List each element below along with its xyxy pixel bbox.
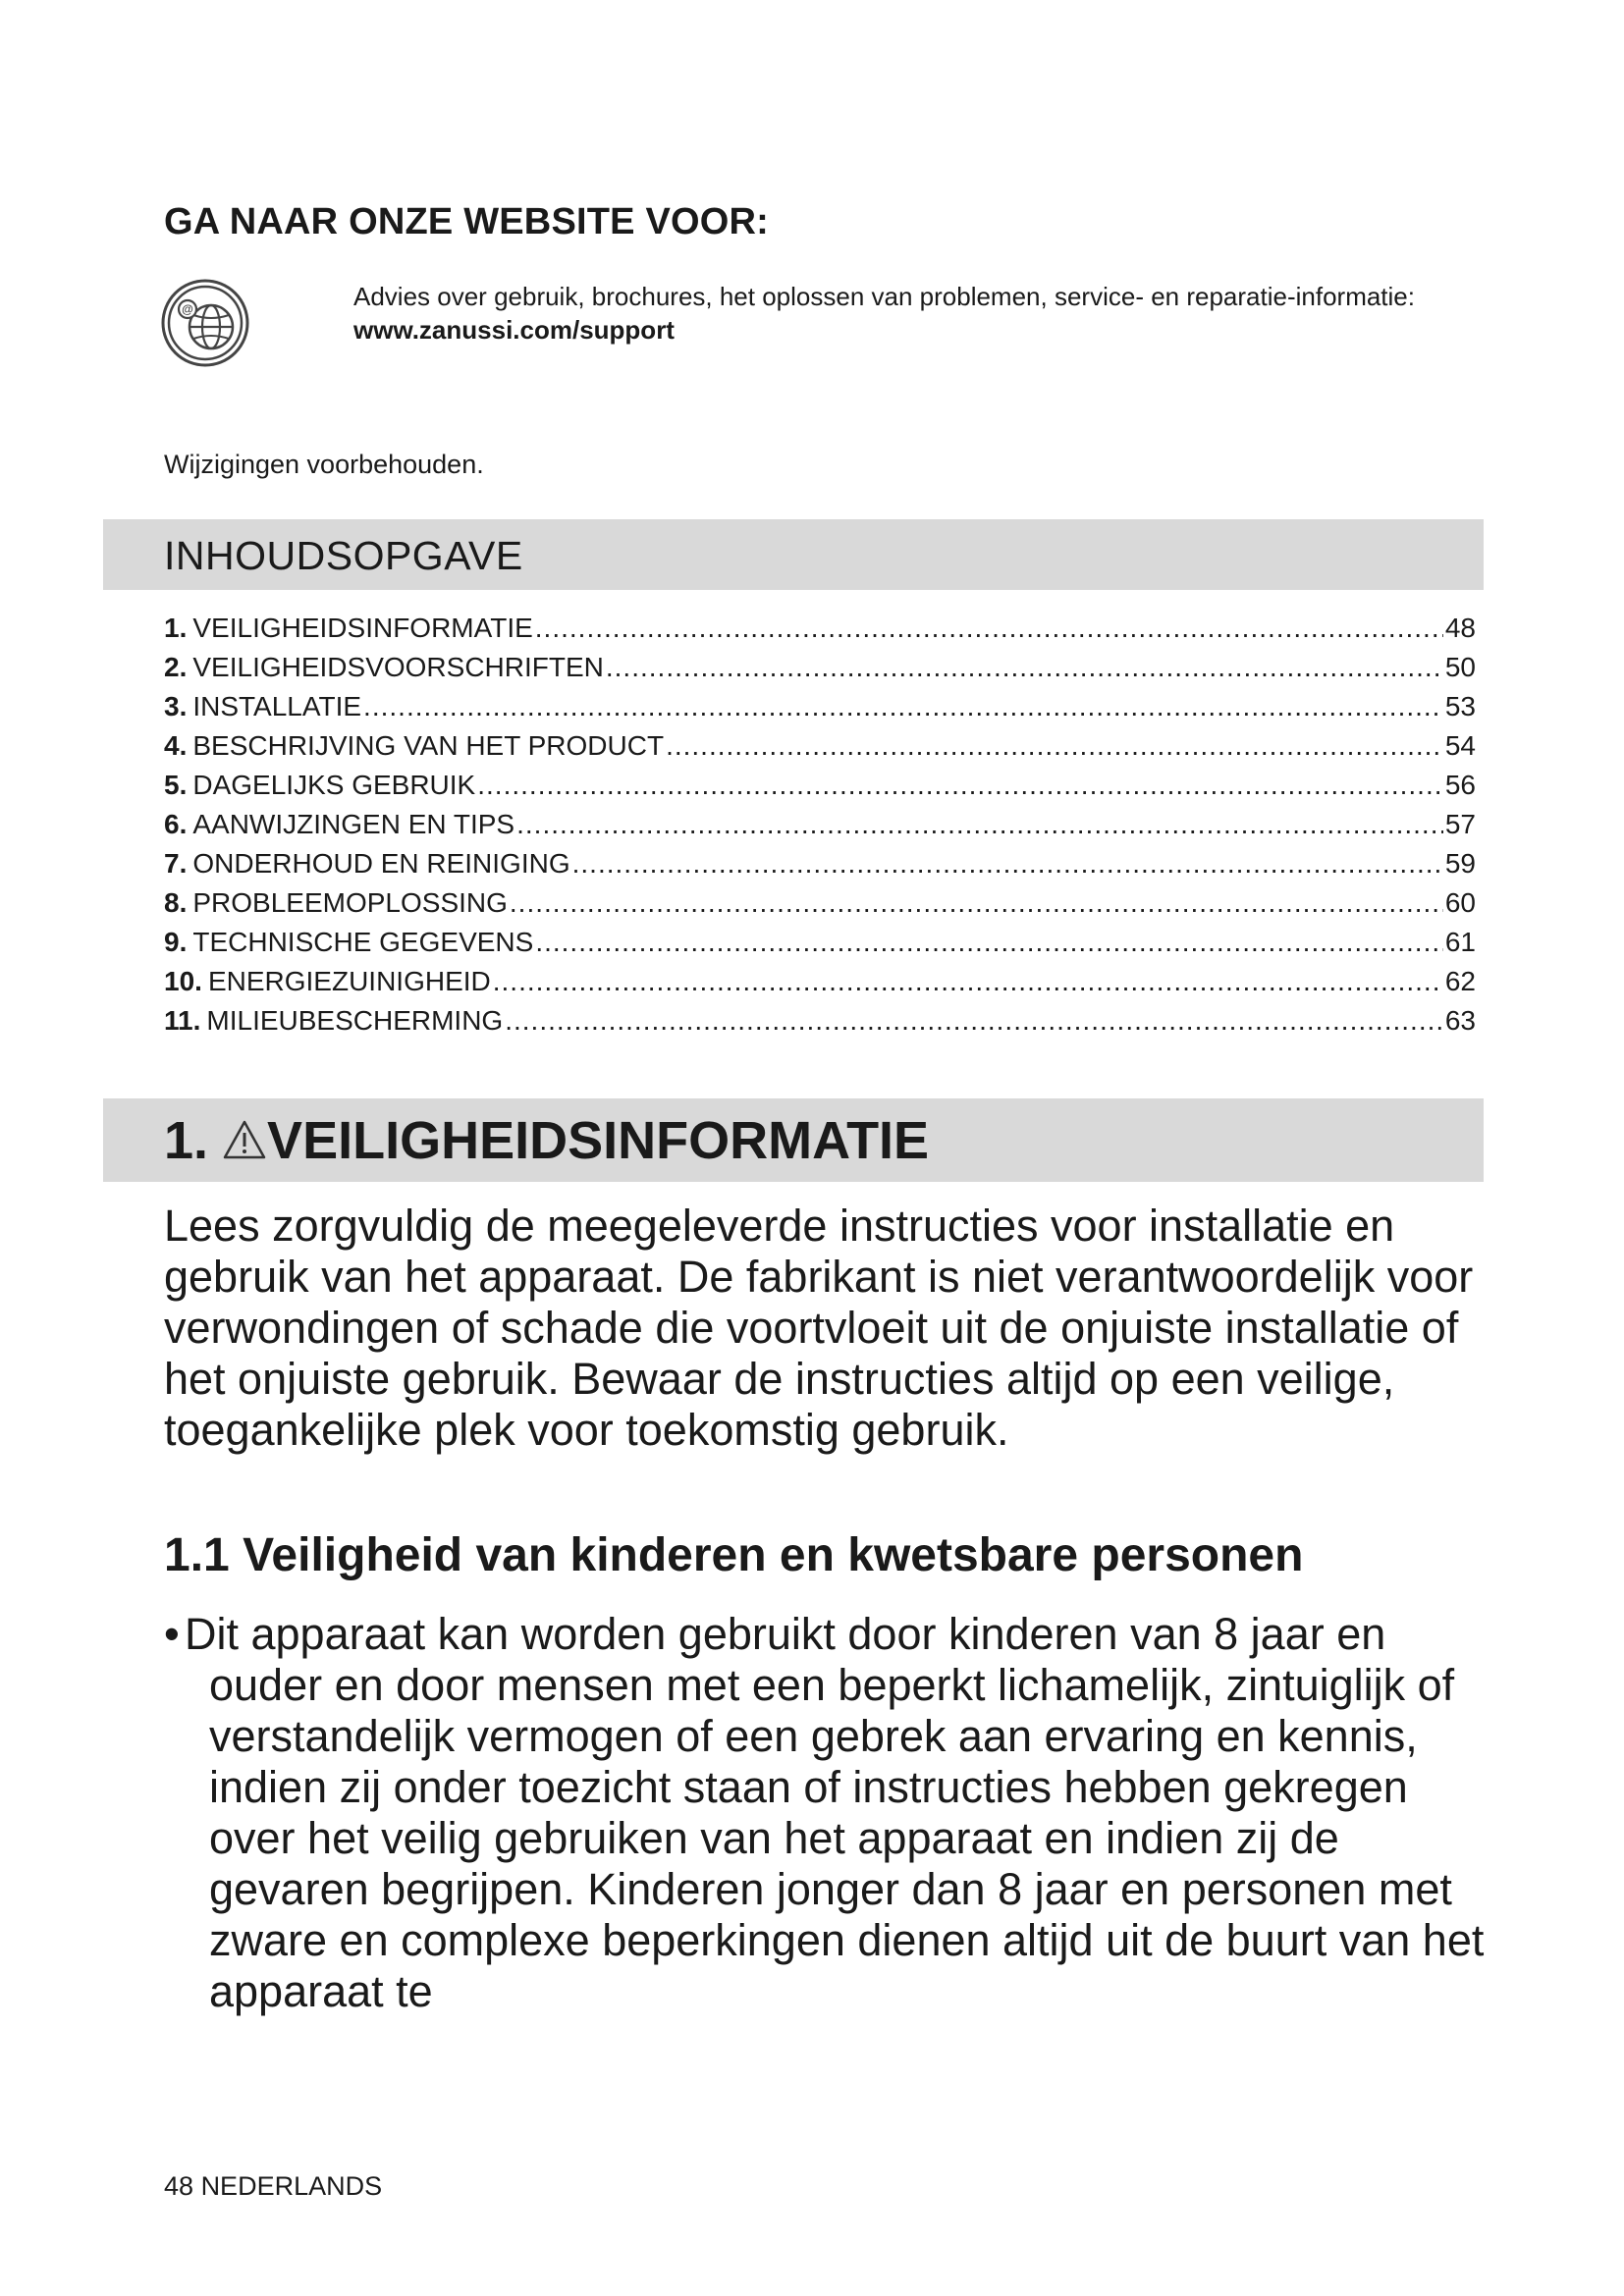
toc-entry-label: AANWIJZINGEN EN TIPS [192,809,515,839]
bullet-paragraph: Dit apparaat kan worden gebruikt door kinderen van 8 jaar en ouder en door mensen met een beperkt lichamelijk, zintuiglijk of verstandelijk vermogen of een gebrek aan ervaring en kennis, indien zij onder toezicht staan of instructies hebben gekregen over het veilig gebruiken van het apparaat en indien zij de gevaren begrijpen. Kinderen jonger dan 8 jaar en personen met zware en complexe beperkingen dienen altijd uit de buurt van het apparaat te [185,1609,1485,2016]
toc-entry-number: 6. [164,809,188,839]
toc-leader-dots [493,962,1443,1001]
section-header-band [103,1098,1484,1182]
warning-triangle-icon [222,1119,267,1160]
toc-entry-label: TECHNISCHE GEGEVENS [192,927,534,957]
toc-leader-dots [535,609,1443,648]
toc-entry-number: 1. [164,613,188,643]
svg-text:@: @ [182,302,193,316]
subsection-heading: 1.1 Veiligheid van kinderen en kwetsbare personen [164,1529,1304,1581]
section-number: 1. [164,1111,209,1170]
page-footer [164,2171,382,2202]
footer-language: NEDERLANDS [200,2171,383,2201]
toc-entry-label: ONDERHOUD EN REINIGING [192,848,570,879]
toc-leader-dots [510,883,1443,923]
toc-entry-number: 3. [164,691,188,721]
toc-entry-number: 9. [164,927,188,957]
website-heading: GA NAAR ONZE WEBSITE VOOR: [164,201,770,242]
toc-entry-page: 56 [1444,770,1476,800]
toc-entry-page: 53 [1444,691,1476,721]
changes-note: Wijzigingen voorbehouden. [164,450,484,479]
website-info [353,280,1463,347]
toc-leader-dots [666,726,1443,766]
toc-leader-dots [535,923,1443,962]
toc-entry[interactable] [164,883,1476,923]
toc-entry[interactable] [164,648,1476,687]
toc-entry-label: VEILIGHEIDSVOORSCHRIFTEN [192,652,604,682]
toc-entry-label: ENERGIEZUINIGHEID [207,966,491,996]
section-title-text: VEILIGHEIDSINFORMATIE [267,1111,930,1170]
toc-entry-label: DAGELIJKS GEBRUIK [192,770,476,800]
website-description: Advies over gebruik, brochures, het oplossen van problemen, service- en reparatie-informatie: [353,282,1415,311]
toc-entry-label: INSTALLATIE [192,691,362,721]
toc-entry[interactable] [164,726,1476,766]
toc-title: INHOUDSOPGAVE [164,533,523,578]
toc-leader-dots [505,1001,1443,1041]
support-link[interactable]: www.zanussi.com/support [353,315,675,345]
toc-entry[interactable] [164,923,1476,962]
toc-entry[interactable] [164,962,1476,1001]
toc-entry-page: 54 [1444,730,1476,761]
toc-entry-number: 4. [164,730,188,761]
toc-entry-number: 8. [164,887,188,918]
intro-paragraph: Lees zorgvuldig de meegeleverde instructies voor installatie en gebruik van het apparaat. De fabrikant is niet verantwoordelijk voor verwondingen of schade die voortvloeit uit de onjuiste installatie of het onjuiste gebruik. Bewaar de instructies altijd op een veilige, toegankelijke plek voor toekomstig gebruik. [164,1201,1474,1455]
toc-entry-page: 57 [1444,809,1476,839]
toc-leader-dots [516,805,1443,844]
toc-leader-dots [363,687,1443,726]
toc-entry-label: BESCHRIJVING VAN HET PRODUCT [192,730,665,761]
toc-entry-number: 5. [164,770,188,800]
toc-entry-label: VEILIGHEIDSINFORMATIE [192,613,533,643]
toc-leader-dots [477,766,1443,805]
globe-at-icon [160,278,250,368]
toc-entry-page: 63 [1444,1005,1476,1036]
toc-entry[interactable] [164,844,1476,883]
toc-entry[interactable] [164,687,1476,726]
toc-entry[interactable] [164,805,1476,844]
toc-entry-number: 11. [164,1005,201,1036]
toc-entry-number: 10. [164,966,202,996]
toc-header-band [103,519,1484,590]
section-title [164,1110,929,1171]
toc-entry[interactable] [164,766,1476,805]
toc-entry-page: 59 [1444,848,1476,879]
toc-entry-label: PROBLEEMOPLOSSING [192,887,508,918]
bullet-marker: • [164,1609,180,1659]
toc-entry-page: 61 [1444,927,1476,957]
toc-entry-page: 62 [1444,966,1476,996]
toc-entry-number: 7. [164,848,188,879]
toc-leader-dots [606,648,1443,687]
toc-leader-dots [572,844,1443,883]
table-of-contents [164,609,1476,1041]
toc-entry[interactable] [164,1001,1476,1041]
toc-entry[interactable] [164,609,1476,648]
toc-entry-page: 60 [1444,887,1476,918]
toc-entry-label: MILIEUBESCHERMING [206,1005,504,1036]
toc-entry-number: 2. [164,652,188,682]
footer-page-number: 48 [164,2171,194,2201]
toc-entry-page: 50 [1444,652,1476,682]
toc-entry-page: 48 [1444,613,1476,643]
